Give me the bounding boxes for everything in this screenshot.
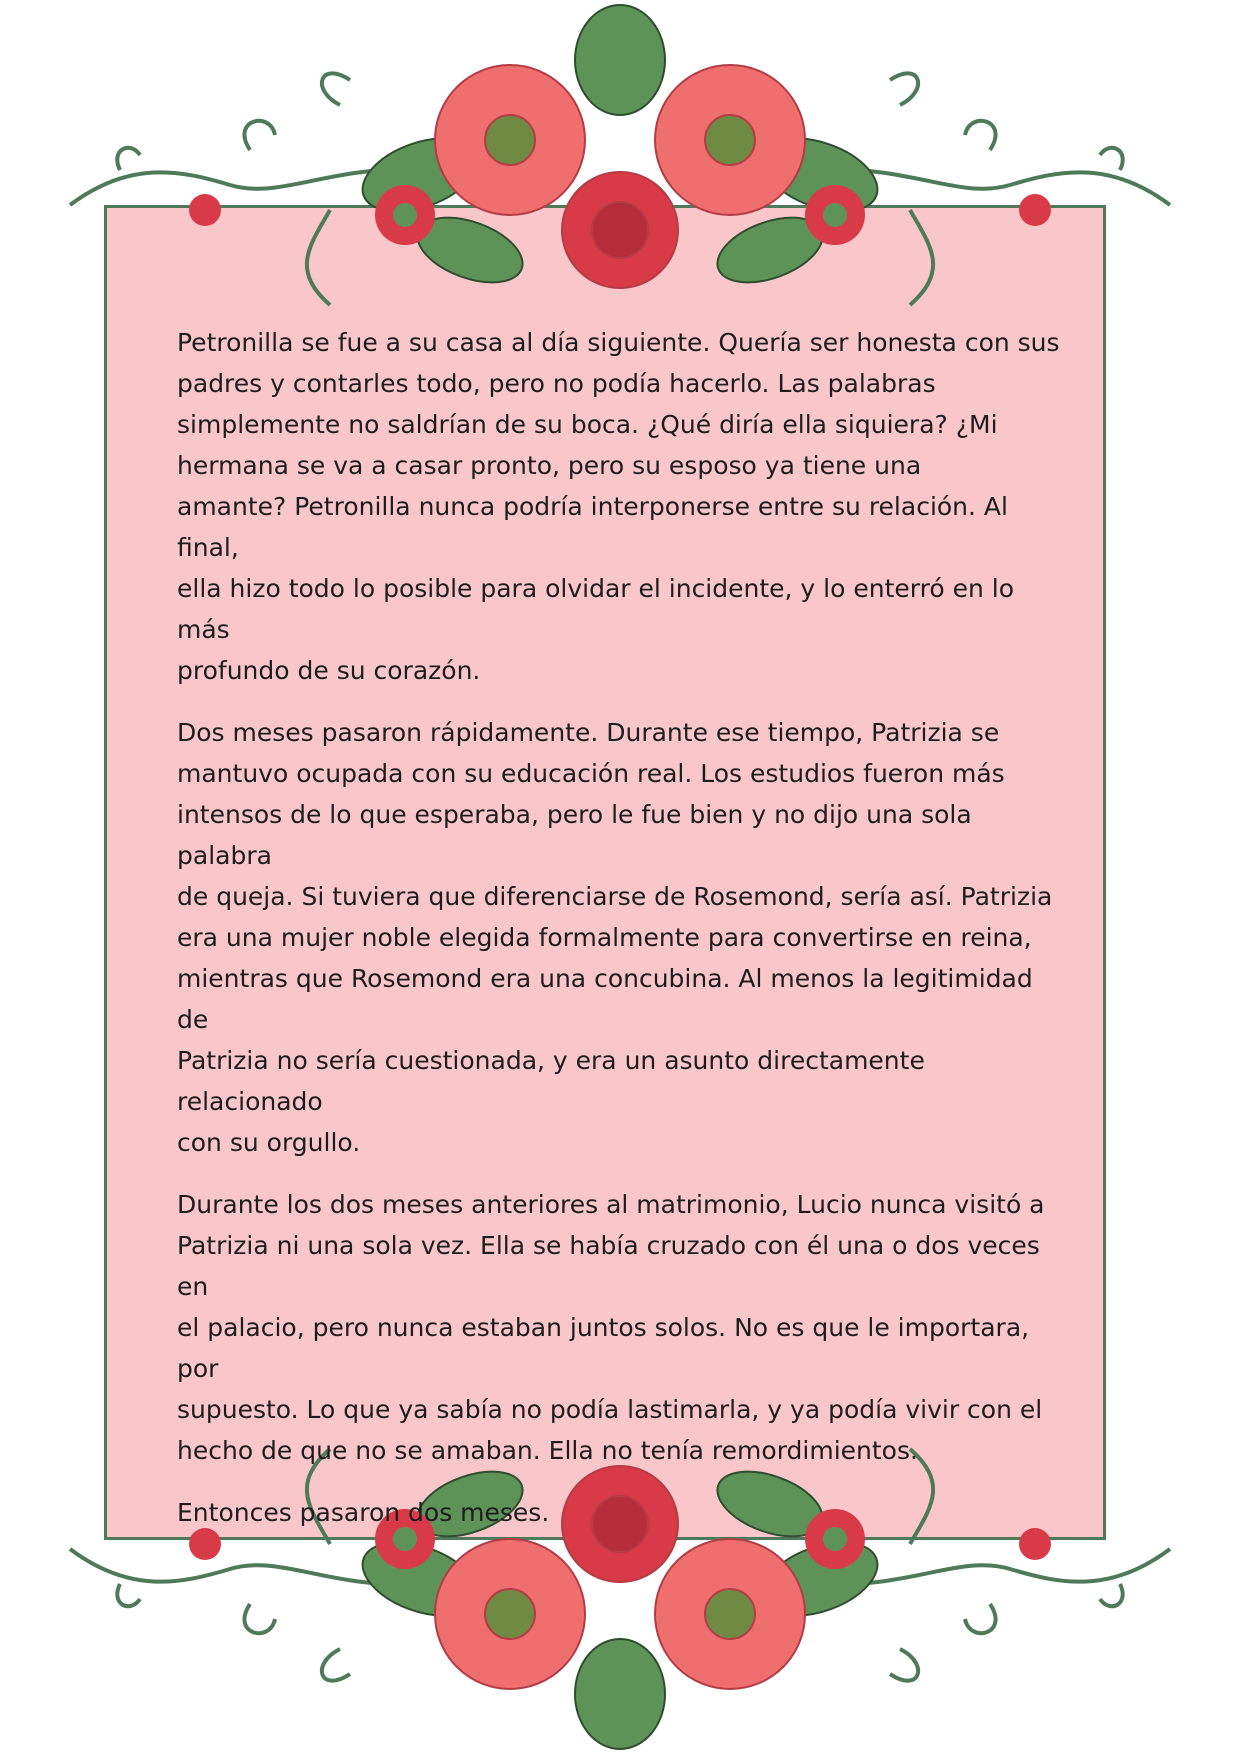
floral-ornament-top — [0, 0, 1240, 330]
story-text — [177, 322, 1067, 1554]
paragraph-1: Petronilla se fue a su casa al día siguiente. Quería ser honesta con sus padres y contarles todo, pero no podía hacerlo. Las palabras simplemente no saldrían de su boca. ¿Qué diría ella siquiera? ¿Mi hermana se va a casar pronto, pero su esposo ya tiene una amante? Petronilla nunca podría interponerse entre su relación. Al final, ella hizo todo lo posible para olvidar el incidente, y lo enterró en lo más profundo de su corazón. — [177, 328, 1060, 685]
paragraph-4: Entonces pasaron dos meses. — [177, 1498, 550, 1527]
paragraph-2: Dos meses pasaron rápidamente. Durante ese tiempo, Patrizia se mantuvo ocupada con su educación real. Los estudios fueron más intensos de lo que esperaba, pero le fue bien y no dijo una sola palabra de queja. Si tuviera que diferenciarse de Rosemond, sería así. Patrizia era una mujer noble elegida formalmente para convertirse en reina, mientras que Rosemond era una concubina. Al menos la legitimidad de Patrizia no sería cuestionada, y era un asunto directamente relacionado con su orgullo. — [177, 718, 1053, 1157]
paragraph-3: Durante los dos meses anteriores al matrimonio, Lucio nunca visitó a Patrizia ni una sola vez. Ella se había cruzado con él una o dos veces en el palacio, pero nunca estaban juntos solos. No es que le importara, por supuesto. Lo que ya sabía no podía lastimarla, y ya podía vivir con el hecho de que no se amaban. Ella no tenía remordimientos. — [177, 1190, 1045, 1465]
